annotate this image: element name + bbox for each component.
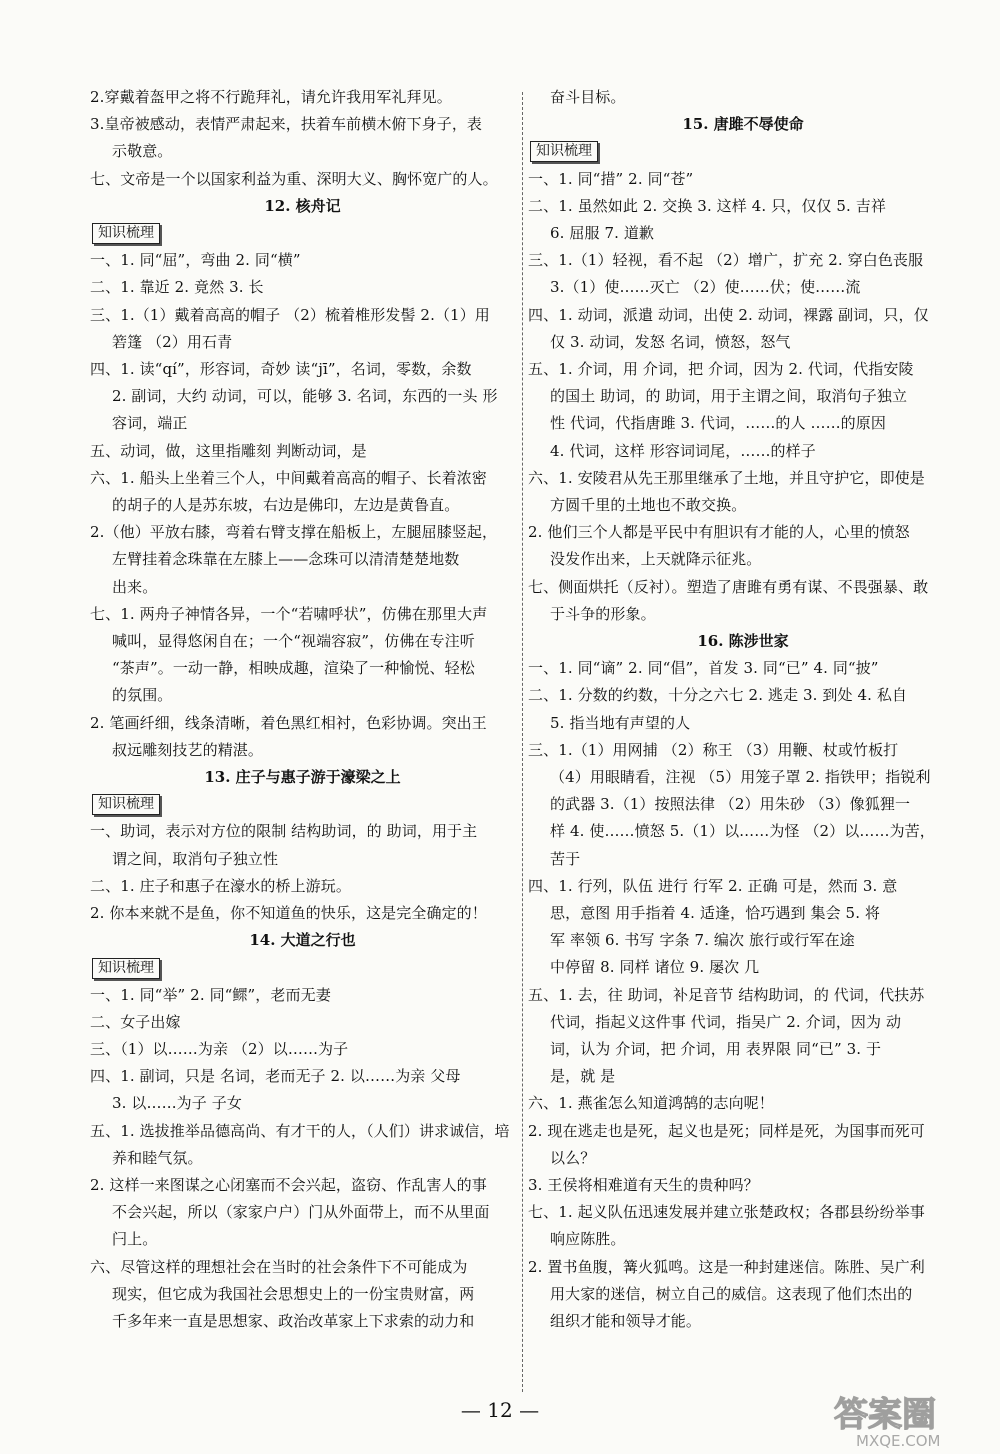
answer-line: 的氛围。 [112, 686, 173, 705]
answer-line: 2. 他们三个人都是平民中有胆识有才能的人，心里的愤怒 [528, 523, 910, 542]
knowledge-tag: 知识梳理 [92, 958, 160, 979]
answer-line: 闩上。 [112, 1230, 158, 1249]
page-number: — 12 — [460, 1398, 540, 1422]
knowledge-tag: 知识梳理 [530, 141, 598, 162]
answer-line: 没发作出来，上天就降示征兆。 [550, 550, 762, 569]
section-title: 13. 庄子与惠子游于濠梁之上 [204, 768, 401, 787]
answer-line: 六、1. 安陵君从先王那里继承了土地，并且守护它，即使是 [528, 468, 925, 487]
answer-line: 五、1. 选拔推举品德高尚、有才干的人，（人们）讲求诚信，培 [90, 1121, 510, 1140]
section-title: 16. 陈涉世家 [697, 632, 789, 651]
answer-line: 不会兴起，所以（家家户户）门从外面带上，而不从里面 [112, 1203, 490, 1222]
answer-line: 的胡子的人是苏东坡，右边是佛印，左边是黄鲁直。 [112, 496, 460, 515]
answer-line: （4）用眼睛看，注视 （5）用笼子罩 2. 指铁甲；指锐利 [550, 768, 931, 787]
knowledge-tag: 知识梳理 [92, 794, 160, 815]
answer-line: 出来。 [112, 577, 158, 596]
answer-line: 样 4. 使……愤怒 5.（1）以……为怪 （2）以……为苦， [550, 822, 935, 841]
answer-line: 六、1. 船头上坐着三个人，中间戴着高高的帽子、长着浓密 [90, 468, 487, 487]
answer-line: 2. 置书鱼腹，篝火狐鸣。这是一种封建迷信。陈胜、吴广利 [528, 1257, 925, 1276]
answer-line: 养和睦气氛。 [112, 1148, 203, 1167]
answer-line: 3. 以……为子 子女 [112, 1094, 242, 1113]
answer-line: 仅 3. 动词，发怒 名词，愤怒，怒气 [550, 332, 791, 351]
answer-line: 2. 副词，大约 动词，可以，能够 3. 名词，东西的一头 形 [112, 387, 498, 406]
answer-line: 三、1.（1）用网捕 （2）称王 （3）用鞭、杖或竹板打 [528, 740, 899, 759]
answer-line: 苦于 [550, 849, 581, 868]
answer-line: 2. 笔画纤细，线条清晰，着色黑红相衬，色彩协调。突出王 [90, 713, 487, 732]
answer-line: 谓之间，取消句子独立性 [112, 849, 279, 868]
answer-line: 二、1. 靠近 2. 竟然 3. 长 [90, 278, 264, 297]
answer-line: 二、女子出嫁 [90, 1012, 181, 1031]
answer-line: 军 率领 6. 书写 字条 7. 编次 旅行或行军在途 [550, 931, 855, 950]
answer-line: 5. 指当地有声望的人 [550, 713, 691, 732]
answer-line: 左臂挂着念珠靠在左膝上——念珠可以清清楚楚地数 [112, 550, 460, 569]
answer-line: 千多年来一直是思想家、政治改革家上下求索的动力和 [112, 1312, 475, 1331]
answer-line: 四、1. 副词，只是 名词，老而无子 2. 以……为亲 父母 [90, 1067, 461, 1086]
section-tag-row [90, 954, 515, 981]
answer-line: 用大家的迷信，树立自己的威信。这表现了他们杰出的 [550, 1284, 913, 1303]
watermark-logo [828, 1386, 988, 1450]
answer-line: 一、1. 同“举” 2. 同“鳏”，老而无妻 [90, 985, 331, 1004]
answer-line: 性 代词，代指唐雎 3. 代词，……的人 ……的原因 [550, 414, 886, 433]
answer-line: 组织才能和领导才能。 [550, 1312, 702, 1331]
answer-line: 6. 屈服 7. 道歉 [550, 223, 655, 242]
answer-line: 3.（1）使……灭亡 （2）使……伏；使……流 [550, 278, 861, 297]
answer-line: 叔远雕刻技艺的精湛。 [112, 740, 264, 759]
section-title: 15. 唐雎不辱使命 [682, 115, 804, 134]
answer-line: 3.皇帝被感动，表情严肃起来，扶着车前横木俯下身子，表 [90, 115, 483, 134]
answer-line: 七、1. 起义队伍迅速发展并建立张楚政权；各郡县纷纷举事 [528, 1203, 925, 1222]
answer-line: 的国土 助词，的 助词，用于主谓之间，取消句子独立 [550, 387, 908, 406]
answer-line: 三、1.（1）戴着高高的帽子 （2）梳着椎形发髻 2.（1）用 [90, 305, 490, 324]
answer-line: 二、1. 分数的约数，十分之六七 2. 逃走 3. 到处 4. 私自 [528, 686, 908, 705]
answer-line: 词，认为 介词，把 介词，用 表界限 同“已” 3. 于 [550, 1040, 882, 1059]
answer-line: 于斗争的形象。 [550, 604, 656, 623]
answer-line: 2. 你本来就不是鱼，你不知道鱼的快乐，这是完全确定的！ [90, 904, 487, 923]
answer-line: 2.穿戴着盔甲之将不行跪拜礼，请允许我用军礼拜见。 [90, 88, 452, 106]
answer-line: 一、1. 同“谪” 2. 同“倡”，首发 3. 同“已” 4. 同“披” [528, 659, 879, 678]
answer-line: 四、1. 动词，派遣 动词，出使 2. 动词，裸露 副词，只，仅 [528, 305, 929, 324]
answer-line: 现实，但它成为我国社会思想史上的一份宝贵财富，两 [112, 1284, 475, 1303]
answer-line: 奋斗目标。 [550, 88, 626, 106]
answer-line: 箬篷 （2）用石青 [112, 332, 233, 351]
answer-line: 2.（他）平放右膝，弯着右臂支撑在船板上，左腿屈膝竖起， [90, 523, 498, 542]
section-tag-row [90, 220, 515, 247]
answer-line: 三、（1）以……为亲 （2）以……为子 [90, 1040, 349, 1059]
answer-line: 一、1. 同“屈”，弯曲 2. 同“横” [90, 251, 301, 270]
answer-line: 喊叫，显得悠闲自在；一个“视端容寂”，仿佛在专注听 [112, 632, 475, 651]
section-title: 12. 核舟记 [264, 196, 341, 215]
answer-line: 响应陈胜。 [550, 1230, 626, 1249]
answer-line: 七、文帝是一个以国家利益为重、深明大义、胸怀宽广的人。 [90, 169, 498, 188]
answer-line: 一、助词，表示对方位的限制 结构助词，的 助词，用于主 [90, 822, 478, 841]
answer-line: 三、1.（1）轻视，看不起 （2）增广，扩充 2. 穿白色丧服 [528, 251, 924, 270]
answer-line: 的武器 3.（1）按照法律 （2）用朱砂 （3）像狐狸一 [550, 795, 911, 814]
answer-line: 方圆千里的土地也不敢交换。 [550, 496, 747, 515]
section-title: 14. 大道之行也 [249, 931, 356, 950]
section-tag-row [528, 138, 958, 165]
answer-line: 七、侧面烘托（反衬）。塑造了唐雎有勇有谋、不畏强暴、敢 [528, 577, 929, 596]
column-divider [522, 92, 523, 1392]
answer-line: 中停留 8. 同样 诸位 9. 屡次 几 [550, 958, 760, 977]
answer-line: 六、1. 燕雀怎么知道鸿鹄的志向呢！ [528, 1094, 774, 1113]
answer-line: 思，意图 用手指着 4. 适逢，恰巧遇到 集会 5. 将 [550, 904, 881, 923]
right-column [528, 84, 958, 1335]
answer-line: 五、1. 去，往 助词，补足音节 结构助词，的 代词，代扶苏 [528, 985, 925, 1004]
watermark-en: MXQE.COM [856, 1432, 941, 1450]
answer-line: 二、1. 庄子和惠子在濠水的桥上游玩。 [90, 876, 351, 895]
answer-line: 四、1. 读“qí”，形容词，奇妙 读“jī”，名词，零数，余数 [90, 360, 472, 378]
answer-line: 六、尽管这样的理想社会在当时的社会条件下不可能成为 [90, 1257, 468, 1276]
answer-line: 容词，端正 [112, 414, 188, 433]
answer-line: 五、动词，做，这里指雕刻 判断动词，是 [90, 441, 367, 460]
knowledge-tag: 知识梳理 [92, 223, 160, 244]
answer-line: 以么？ [550, 1148, 596, 1167]
left-column [90, 84, 515, 1335]
answer-line: 代词，指起义这件事 代词，指吴广 2. 介词，因为 动 [550, 1012, 902, 1031]
answer-line: 2. 现在逃走也是死，起义也是死；同样是死，为国事而死可 [528, 1121, 925, 1140]
answer-line: 2. 这样一来图谋之心闭塞而不会兴起，盗窃、作乱害人的事 [90, 1176, 487, 1195]
answer-line: 是，就 是 [550, 1067, 616, 1086]
section-tag-row [90, 791, 515, 818]
answer-line: “茶声”。一动一静，相映成趣，渲染了一种愉悦、轻松 [112, 659, 475, 678]
watermark-cn: 答案圈 [834, 1395, 936, 1435]
answer-line: 二、1. 虽然如此 2. 交换 3. 这样 4. 只，仅仅 5. 吉祥 [528, 196, 886, 215]
answer-line: 一、1. 同“措” 2. 同“苍” [528, 169, 694, 188]
answer-line: 3. 王侯将相难道有天生的贵种吗？ [528, 1176, 759, 1195]
answer-line: 七、1. 两舟子神情各异，一个“若啸呼状”，仿佛在那里大声 [90, 604, 488, 623]
answer-line: 五、1. 介词，用 介词，把 介词，因为 2. 代词，代指安陵 [528, 360, 914, 378]
answer-line: 四、1. 行列，队伍 进行 行军 2. 正确 可是，然而 3. 意 [528, 876, 898, 895]
answer-line: 示敬意。 [112, 142, 173, 161]
answer-line: 4. 代词，这样 形容词词尾，……的样子 [550, 441, 816, 460]
